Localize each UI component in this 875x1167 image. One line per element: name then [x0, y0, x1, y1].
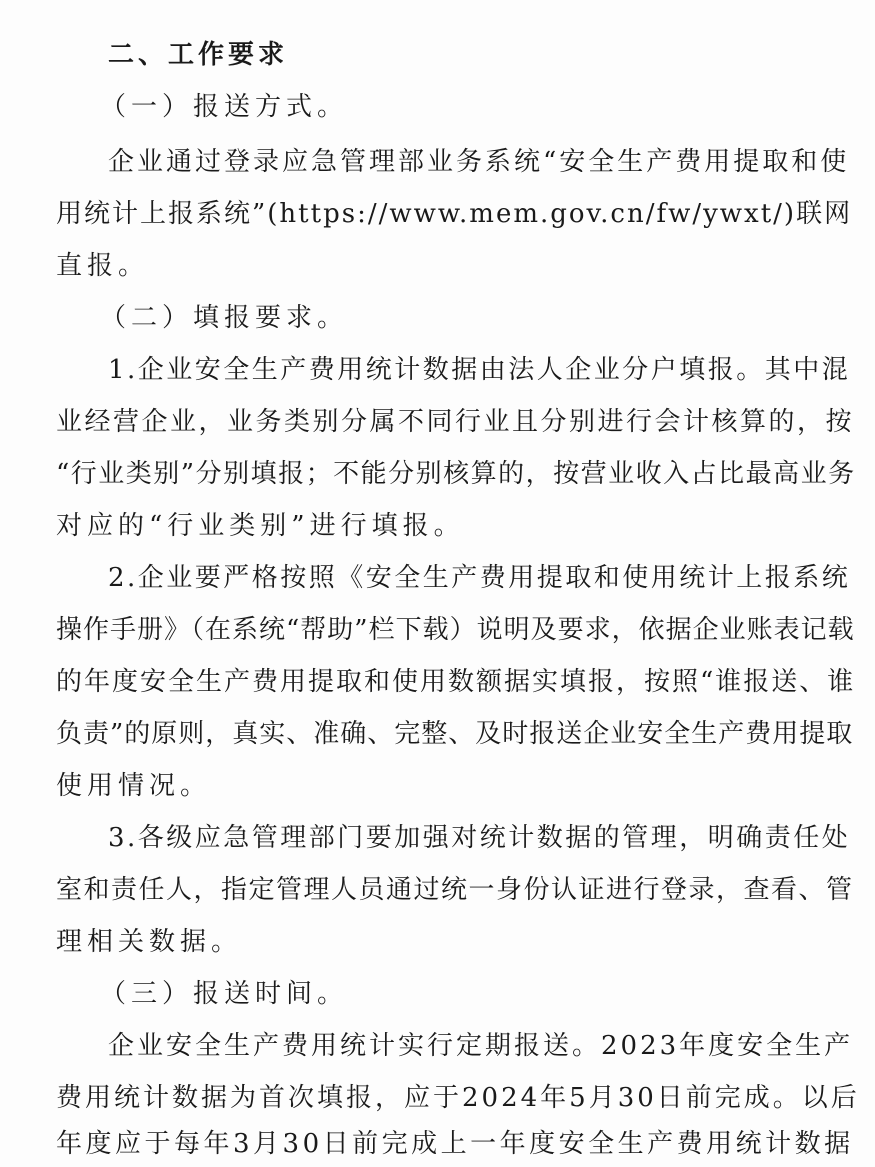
- item-2-line-3: 的年度安全生产费用提取和使用数额据实填报，按照“谁报送、谁: [56, 667, 856, 697]
- subsection-1-line-3: 直报。: [56, 251, 150, 281]
- subsection-3-line-2: 费用统计数据为首次填报，应于2024年5月30日前完成。以后: [56, 1083, 860, 1113]
- subsection-2-title: （二）填报要求。: [100, 303, 349, 333]
- section-heading: 二、工作要求: [108, 40, 289, 70]
- item-2-line-2: 操作手册》（在系统“帮助”栏下载）说明及要求，依据企业账表记载: [56, 615, 855, 645]
- subsection-1-title: （一）报送方式。: [100, 92, 349, 122]
- item-2-line-4: 负责”的原则，真实、准确、完整、及时报送企业安全生产费用提取: [56, 719, 854, 749]
- subsection-3-title: （三）报送时间。: [100, 979, 349, 1009]
- item-3-line-3: 理相关数据。: [56, 927, 243, 957]
- item-3-line-1: 3.各级应急管理部门要加强对统计数据的管理，明确责任处: [108, 823, 851, 853]
- item-1-line-4: 对应的“行业类别”进行填报。: [56, 511, 465, 541]
- subsection-1-line-1: 企业通过登录应急管理部业务系统“安全生产费用提取和使: [108, 147, 850, 177]
- item-2-line-5: 使用情况。: [56, 771, 212, 801]
- item-2-line-1: 2.企业要严格按照《安全生产费用提取和使用统计上报系统: [108, 563, 851, 593]
- subsection-1-line-2: 用统计上报系统”(https://www.mem.gov.cn/fw/ywxt/)联网: [56, 199, 853, 229]
- item-1-line-2: 业经营企业，业务类别分属不同行业且分别进行会计核算的，按: [56, 407, 855, 437]
- item-1-line-3: “行业类别”分别填报；不能分别核算的，按营业收入占比最高业务: [56, 459, 856, 489]
- subsection-3-line-1: 企业安全生产费用统计实行定期报送。2023年度安全生产: [108, 1031, 854, 1061]
- item-1-line-1: 1.企业安全生产费用统计数据由法人企业分户填报。其中混: [108, 355, 851, 385]
- item-3-line-2: 室和责任人，指定管理人员通过统一身份认证进行登录，查看、管: [56, 875, 854, 905]
- subsection-3-line-3: 年度应于每年3月30日前完成上一年度安全生产费用统计数据: [56, 1129, 854, 1159]
